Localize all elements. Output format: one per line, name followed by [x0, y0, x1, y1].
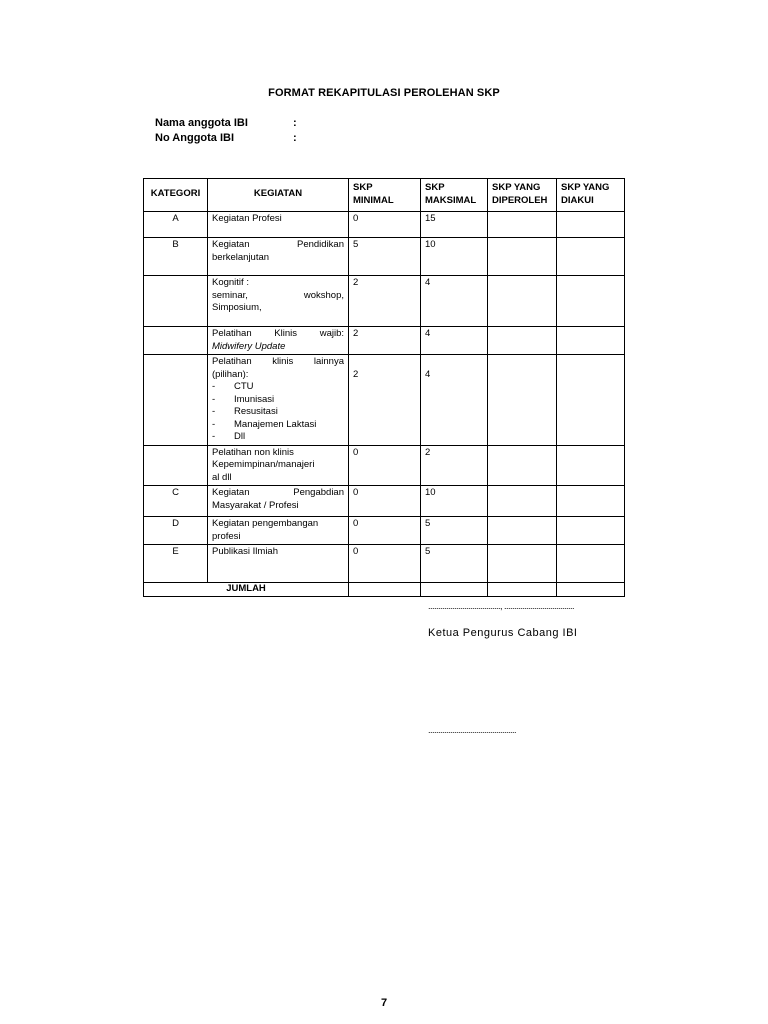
header-skp-minimal — [349, 179, 421, 212]
skp-maksimal-cell: 2 — [421, 445, 488, 486]
skp-diperoleh-cell — [488, 445, 557, 486]
list-item: - Resusitasi — [212, 406, 344, 419]
header-skp-maksimal-line-2: MAKSIMAL — [425, 194, 477, 206]
table-row-e — [144, 545, 625, 583]
table-row-kognitif — [144, 276, 625, 327]
total-skp-diperoleh — [488, 583, 557, 597]
skp-diperoleh-cell — [488, 486, 557, 517]
kegiatan-line: Pelatihan non klinis — [212, 446, 294, 458]
table-row-klinis-wajib — [144, 327, 625, 355]
skp-minimal-cell: 0 — [349, 445, 421, 486]
member-name-row — [155, 117, 297, 129]
header-skp-diperoleh — [488, 179, 557, 212]
skp-diperoleh-cell — [488, 238, 557, 276]
kegiatan-cell — [208, 327, 349, 355]
kegiatan-line: Kegiatan Pendidikan — [212, 239, 344, 250]
list-item: - Manajemen Laktasi — [212, 419, 344, 432]
kategori-cell — [144, 445, 208, 486]
table-total-row — [144, 583, 625, 597]
table-row-b — [144, 238, 625, 276]
skp-diakui-cell — [557, 276, 625, 327]
kegiatan-cell — [208, 517, 349, 545]
skp-minimal-cell: 0 — [349, 212, 421, 238]
kegiatan-line: seminar, wokshop, — [212, 289, 344, 301]
skp-maksimal-cell: 10 — [421, 238, 488, 276]
kategori-cell: A — [144, 212, 208, 238]
skp-diperoleh-cell — [488, 355, 557, 446]
kategori-cell: E — [144, 545, 208, 583]
header-skp-diakui — [557, 179, 625, 212]
skp-diakui-cell — [557, 355, 625, 446]
skp-diakui-cell — [557, 327, 625, 355]
table-header-row — [144, 179, 625, 212]
skp-maksimal-cell: 4 — [421, 327, 488, 355]
header-skp-minimal-line-1: SKP — [353, 182, 373, 193]
skp-minimal-cell: 2 — [349, 355, 421, 446]
kegiatan-line: al dll — [212, 471, 232, 483]
header-skp-maksimal — [421, 179, 488, 212]
skp-minimal-cell: 0 — [349, 486, 421, 517]
total-skp-diakui — [557, 583, 625, 597]
header-skp-maksimal-line-1: SKP — [425, 182, 445, 193]
skp-diperoleh-cell — [488, 276, 557, 327]
kegiatan-cell — [208, 486, 349, 517]
skp-diakui-cell — [557, 545, 625, 583]
kegiatan-line: Midwifery Update — [212, 340, 286, 352]
header-kegiatan: KEGIATAN — [208, 179, 349, 212]
skp-maksimal-cell: 4 — [421, 355, 488, 446]
document-title: FORMAT REKAPITULASI PEROLEHAN SKP — [268, 87, 500, 99]
skp-diakui-cell — [557, 445, 625, 486]
skp-diperoleh-cell — [488, 545, 557, 583]
skp-diakui-cell — [557, 486, 625, 517]
header-skp-minimal-line-2: MINIMAL — [353, 194, 394, 206]
header-skp-diperoleh-line-1: SKP YANG — [492, 182, 541, 193]
kategori-cell: C — [144, 486, 208, 517]
skp-diakui-cell — [557, 212, 625, 238]
table-row-d — [144, 517, 625, 545]
skp-maksimal-cell: 10 — [421, 486, 488, 517]
place-date-line: ...................................., ................................... — [428, 601, 575, 611]
member-name-label: Nama anggota IBI — [155, 117, 248, 129]
member-number-row — [155, 132, 297, 144]
skp-minimal-cell: 0 — [349, 517, 421, 545]
kegiatan-line: Kepemimpinan/manajeri — [212, 459, 315, 470]
kegiatan-cell: Publikasi Ilmiah — [208, 545, 349, 583]
skp-minimal-cell: 0 — [349, 545, 421, 583]
table-row-a — [144, 212, 625, 238]
header-skp-diperoleh-line-2: DIPEROLEH — [492, 194, 548, 206]
kegiatan-line: profesi — [212, 530, 241, 542]
kategori-cell: D — [144, 517, 208, 545]
skp-minimal-cell: 2 — [349, 276, 421, 327]
total-skp-maksimal — [421, 583, 488, 597]
table-row-non-klinis — [144, 445, 625, 486]
skp-maksimal-cell: 5 — [421, 545, 488, 583]
member-name-colon: : — [293, 117, 297, 129]
header-skp-diakui-line-2: DIAKUI — [561, 194, 594, 206]
skp-minimal-cell: 2 — [349, 327, 421, 355]
table-row-c — [144, 486, 625, 517]
total-label: JUMLAH — [144, 583, 349, 597]
total-skp-minimal — [349, 583, 421, 597]
header-kategori: KATEGORI — [144, 179, 208, 212]
skp-diakui-cell — [557, 238, 625, 276]
member-number-colon: : — [293, 132, 297, 144]
skp-diperoleh-cell — [488, 212, 557, 238]
kategori-cell — [144, 327, 208, 355]
kegiatan-cell — [208, 445, 349, 486]
kegiatan-line: Kegiatan Pengabdian — [212, 487, 344, 498]
kegiatan-cell: Kegiatan Profesi — [208, 212, 349, 238]
kegiatan-line: Kognitif : — [212, 277, 249, 288]
kategori-cell — [144, 355, 208, 446]
kegiatan-cell — [208, 355, 349, 446]
skp-diakui-cell — [557, 517, 625, 545]
signatory-title: Ketua Pengurus Cabang IBI — [428, 627, 578, 639]
list-item: - Imunisasi — [212, 394, 344, 407]
skp-diperoleh-cell — [488, 327, 557, 355]
kegiatan-line: Simposium, — [212, 302, 262, 313]
kegiatan-cell — [208, 276, 349, 327]
signatory-name-line: ............................................ — [428, 725, 517, 735]
skp-diperoleh-cell — [488, 517, 557, 545]
skp-maksimal-cell: 5 — [421, 517, 488, 545]
skp-recap-table — [143, 178, 625, 597]
skp-maksimal-cell: 15 — [421, 212, 488, 238]
list-item: - Dll — [212, 431, 344, 444]
kegiatan-line: Pelatihan Klinis wajib: — [212, 328, 344, 339]
kegiatan-cell — [208, 238, 349, 276]
training-options-list — [212, 381, 344, 444]
kegiatan-line: Masyarakat / Profesi — [212, 499, 299, 511]
kegiatan-line: Pelatihan klinis lainnya — [212, 356, 344, 367]
header-skp-diakui-line-1: SKP YANG — [561, 182, 610, 193]
skp-maksimal-cell: 4 — [421, 276, 488, 327]
page-number: 7 — [380, 997, 388, 1009]
list-item: - CTU — [212, 381, 344, 394]
kegiatan-line: berkelanjutan — [212, 251, 270, 263]
table-row-klinis-lainnya — [144, 355, 625, 446]
skp-minimal-cell: 5 — [349, 238, 421, 276]
kategori-cell — [144, 276, 208, 327]
member-number-label: No Anggota IBI — [155, 132, 235, 144]
kegiatan-line: (pilihan): — [212, 368, 249, 380]
kegiatan-line: Kegiatan pengembangan — [212, 518, 319, 529]
kategori-cell: B — [144, 238, 208, 276]
